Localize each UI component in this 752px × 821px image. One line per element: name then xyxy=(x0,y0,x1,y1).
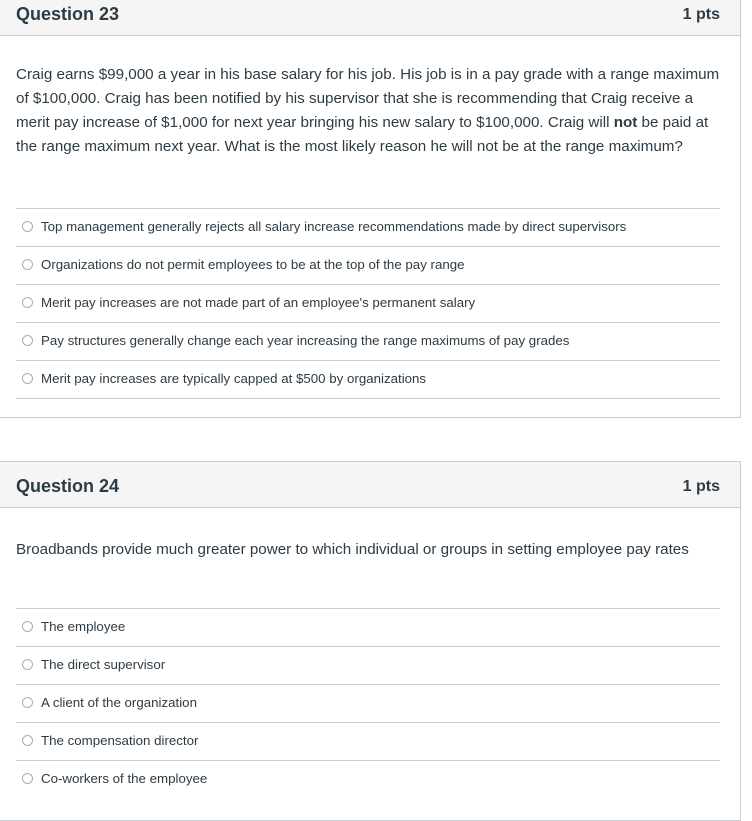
radio-button[interactable] xyxy=(22,373,33,384)
answer-option[interactable] xyxy=(16,246,720,284)
answer-option[interactable] xyxy=(16,722,720,760)
radio-button[interactable] xyxy=(22,697,33,708)
radio-button[interactable] xyxy=(22,735,33,746)
answer-label[interactable]: The employee xyxy=(41,619,126,634)
answer-list xyxy=(16,208,720,399)
question-title: Question 23 xyxy=(16,4,120,24)
question-points: 1 pts xyxy=(682,478,720,495)
question-header xyxy=(0,0,740,36)
question-header xyxy=(0,462,740,508)
question-text: Broadbands provide much greater power to which individual or groups in setting employee pay rates xyxy=(16,541,689,558)
answer-option[interactable] xyxy=(16,760,720,798)
question-text-emphasis: not xyxy=(613,114,638,131)
answer-option[interactable] xyxy=(16,322,720,360)
radio-button[interactable] xyxy=(22,259,33,270)
question-text-part2: be paid at the range maximum next year. What is the most likely reason he will not be at the range maximum? xyxy=(16,114,709,155)
question-text xyxy=(16,63,722,159)
radio-button[interactable] xyxy=(22,221,33,232)
answer-option[interactable] xyxy=(16,284,720,322)
radio-button[interactable] xyxy=(22,335,33,346)
question-points: 1 pts xyxy=(682,6,720,23)
answer-option[interactable] xyxy=(16,646,720,684)
radio-button[interactable] xyxy=(22,297,33,308)
answer-label[interactable]: Top management generally rejects all salary increase recommendations made by direct supervisors xyxy=(41,219,627,234)
answer-label[interactable]: The direct supervisor xyxy=(41,657,166,672)
radio-button[interactable] xyxy=(22,621,33,632)
question-text-part1: Craig earns $99,000 a year in his base salary for his job. His job is in a pay grade with a range maximum of $100,000. Craig has been notified by his supervisor that she is recommending that Craig receive a merit pay increase of $1,000 for next year bringing his new salary to $100,000. Craig will xyxy=(16,66,720,131)
answer-label[interactable]: Merit pay increases are not made part of an employee's permanent salary xyxy=(41,295,476,310)
question-title: Question 24 xyxy=(16,476,120,496)
answer-option[interactable] xyxy=(16,360,720,399)
answer-label[interactable]: A client of the organization xyxy=(41,695,197,710)
answer-option[interactable] xyxy=(16,684,720,722)
answer-label[interactable]: Organizations do not permit employees to be at the top of the pay range xyxy=(41,257,465,272)
answer-option[interactable] xyxy=(16,608,720,646)
answer-label[interactable]: Merit pay increases are typically capped at $500 by organizations xyxy=(41,371,427,386)
answer-label[interactable]: The compensation director xyxy=(41,733,199,748)
answer-option[interactable] xyxy=(16,208,720,246)
radio-button[interactable] xyxy=(22,773,33,784)
question-24 xyxy=(0,461,741,821)
answer-list xyxy=(16,608,720,798)
answer-label[interactable]: Pay structures generally change each year increasing the range maximums of pay grades xyxy=(41,333,570,348)
radio-button[interactable] xyxy=(22,659,33,670)
answer-label[interactable]: Co-workers of the employee xyxy=(41,771,208,786)
